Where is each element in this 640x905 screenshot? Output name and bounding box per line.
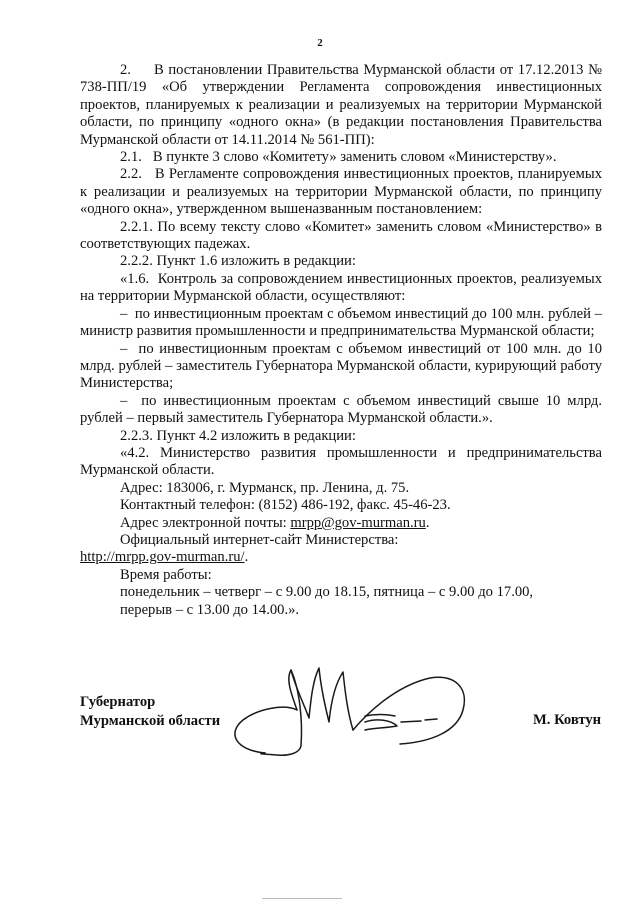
list-item-over-10b: – по инвестиционным проектам с объемом инвестиций свыше 10 млрд. рублей – первый заместитель Губернатора Мурманской области.». xyxy=(80,392,602,427)
paragraph-2-2-2: 2.2.2. Пункт 1.6 изложить в редакции: xyxy=(120,253,356,270)
phone-line: Контактный телефон: (8152) 486-192, факс. 45-46-23. xyxy=(120,497,451,514)
email-tail: . xyxy=(425,514,430,531)
email-label: Адрес электронной почты: xyxy=(120,514,291,531)
footer-divider xyxy=(262,898,342,899)
signatory-title-line2: Мурманской области xyxy=(80,713,221,729)
site-line xyxy=(80,549,602,566)
hours-label: Время работы: xyxy=(120,566,212,583)
paragraph-2-2-3: 2.2.3. Пункт 4.2 изложить в редакции: xyxy=(120,427,356,444)
signatory-title xyxy=(80,693,220,731)
list-item-100m-to-10b: – по инвестиционным проектам с объемом инвестиций от 100 млн. до 10 млрд. рублей – заместитель Губернатора Мурманской области, курирующий работу Министерства; xyxy=(80,340,602,392)
email-link[interactable]: mrpp@gov-murman.ru xyxy=(290,514,426,531)
paragraph-2: 2. В постановлении Правительства Мурманской области от 17.12.2013 № 738-ПП/19 «Об утверждении Регламента сопровождения инвестиционных проектов, планируемых к реализации и реализуемых на территории Мурманской области, по принципу «одного окна» (в редакции постановления Правительства Мурманской области от 14.11.2014 № 561-ПП): xyxy=(80,62,602,148)
page-number: 2 xyxy=(317,37,323,49)
paragraph-2-2-1: 2.2.1. По всему тексту слово «Комитет» заменить словом «Министерство» в соответствующих падежах. xyxy=(80,218,602,253)
paragraph-1-6: «1.6. Контроль за сопровождением инвестиционных проектов, реализуемых на территории Мурманской области, осуществляют: xyxy=(80,270,602,305)
signatory-name: М. Ковтун xyxy=(533,712,602,728)
hours-weekdays: понедельник – четверг – с 9.00 до 18.15, пятница – с 9.00 до 17.00, xyxy=(120,584,534,601)
site-tail: . xyxy=(244,549,249,566)
site-link[interactable]: http://mrpp.gov-murman.ru/ xyxy=(80,549,245,566)
hours-break: перерыв – с 13.00 до 14.00.». xyxy=(120,601,300,618)
email-line xyxy=(80,515,602,532)
document-body xyxy=(80,62,602,619)
paragraph-2-2: 2.2. В Регламенте сопровождения инвестиционных проектов, планируемых к реализации и реализуемых на территории Мурманской области, по принципу «одного окна», утвержденном вышеназванным постановлением: xyxy=(80,166,602,218)
paragraph-4-2: «4.2. Министерство развития промышленности и предпринимательства Мурманской области. xyxy=(80,444,602,479)
signatory-title-line1: Губернатор xyxy=(80,694,156,710)
list-item-up-to-100m: – по инвестиционным проектам с объемом инвестиций до 100 млн. рублей – министр развития промышленности и предпринимательства Мурманской области; xyxy=(80,305,602,340)
address-line: Адрес: 183006, г. Мурманск, пр. Ленина, д. 75. xyxy=(120,479,410,496)
site-label: Официальный интернет-сайт Министерства: xyxy=(120,531,399,548)
handwritten-signature xyxy=(225,658,475,763)
paragraph-2-1: 2.1. В пункте 3 слово «Комитету» заменить словом «Министерству». xyxy=(120,149,557,166)
